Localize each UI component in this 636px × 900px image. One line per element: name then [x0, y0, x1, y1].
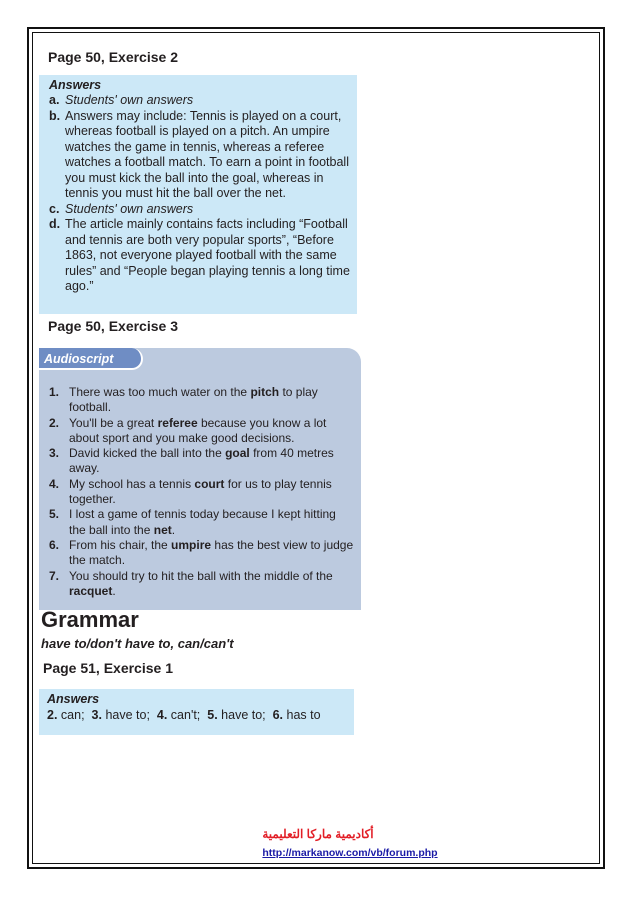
- keyword: net: [153, 522, 172, 537]
- exercise-2-answers-box: [39, 75, 357, 314]
- audioscript-item: [49, 507, 354, 538]
- answer-text: Students' own answers: [65, 93, 194, 107]
- audioscript-item: [49, 446, 354, 477]
- item-text: You'll be a great referee because you know a lot about sport and you make good decisions.: [69, 415, 327, 445]
- exercise-2-heading: Page 50, Exercise 2: [48, 49, 178, 65]
- answer-letter: a.: [49, 93, 60, 107]
- academy-name: أكاديمية ماركا التعليمية: [262, 827, 374, 841]
- item-text: From his chair, the umpire has the best view to judge the match.: [69, 537, 354, 568]
- audioscript-item: [49, 569, 354, 600]
- answer-item-b: [49, 109, 351, 202]
- grammar-exercise-heading: Page 51, Exercise 1: [43, 660, 173, 676]
- audioscript-item: [49, 416, 354, 447]
- item-number: 6.: [49, 537, 60, 552]
- item-number: 3.: [49, 446, 60, 461]
- audioscript-tab: Audioscript: [39, 348, 143, 370]
- answers-title: Answers: [49, 78, 102, 92]
- answer-number: 4.: [156, 708, 168, 722]
- answer-text: Answers may include: Tennis is played on a court, whereas football is played on a pitch. An umpire watches the game in tennis, whereas a referee watches a football match. To earn a point in football you must kick the ball into the goal, whereas in tennis you must hit the ball over the net.: [65, 108, 349, 200]
- answer-item-a: [49, 93, 351, 109]
- answer-number: 2.: [47, 708, 58, 722]
- item-text: You should try to hit the ball with the middle of the racquet.: [69, 568, 333, 598]
- grammar-title: Grammar: [41, 607, 139, 632]
- grammar-answers-line: [47, 707, 348, 723]
- forum-link[interactable]: http://markanow.com/vb/forum.php: [262, 847, 438, 859]
- keyword: court: [194, 476, 225, 491]
- item-number: 7.: [49, 568, 60, 583]
- answer-item-c: [49, 202, 351, 218]
- answer-text: The article mainly contains facts including “Football and tennis are both very popular sports”, “Before 1863, not everyone played football with the same rules” and “People began playing tennis a long time ago.”: [65, 217, 350, 293]
- item-text: My school has a tennis court for us to play tennis together.: [69, 476, 332, 507]
- answer-number: 5.: [207, 708, 218, 722]
- item-text: I lost a game of tennis today because I kept hitting the ball into the net.: [69, 507, 336, 537]
- keyword: racquet: [69, 583, 113, 598]
- keyword: referee: [157, 415, 198, 430]
- answer-letter: b.: [49, 108, 61, 123]
- item-text: David kicked the ball into the goal from 40 metres away.: [69, 446, 334, 476]
- answer-number: 6.: [272, 708, 284, 722]
- audioscript-item: [49, 385, 354, 416]
- answer-text: Students' own answers: [65, 201, 194, 216]
- audioscript-item: [49, 538, 354, 569]
- grammar-answers-box: [39, 689, 354, 735]
- answer-letter: c.: [49, 201, 60, 216]
- item-number: 1.: [49, 385, 60, 399]
- item-number: 4.: [49, 476, 60, 491]
- answer-text: have to;: [221, 708, 266, 722]
- answer-number: 3.: [91, 708, 102, 722]
- answer-item-d: [49, 217, 351, 295]
- audioscript-list: [49, 385, 354, 599]
- keyword: goal: [225, 446, 250, 461]
- grammar-subtitle: have to/don't have to, can/can't: [41, 636, 234, 651]
- item-number: 5.: [49, 507, 60, 522]
- audioscript-item: [49, 477, 354, 508]
- keyword: umpire: [171, 537, 212, 552]
- answer-letter: d.: [49, 217, 61, 231]
- answer-text: has to: [286, 708, 321, 722]
- answers-list: [49, 93, 351, 295]
- exercise-3-heading: Page 50, Exercise 3: [48, 318, 178, 334]
- answer-text: can;: [60, 708, 85, 722]
- item-number: 2.: [49, 415, 60, 430]
- audioscript-box: [39, 348, 361, 610]
- keyword: pitch: [250, 385, 280, 399]
- answer-text: have to;: [105, 708, 150, 722]
- answer-text: can't;: [170, 708, 201, 722]
- answers-title: Answers: [47, 692, 100, 706]
- item-text: There was too much water on the pitch to play football.: [69, 385, 318, 415]
